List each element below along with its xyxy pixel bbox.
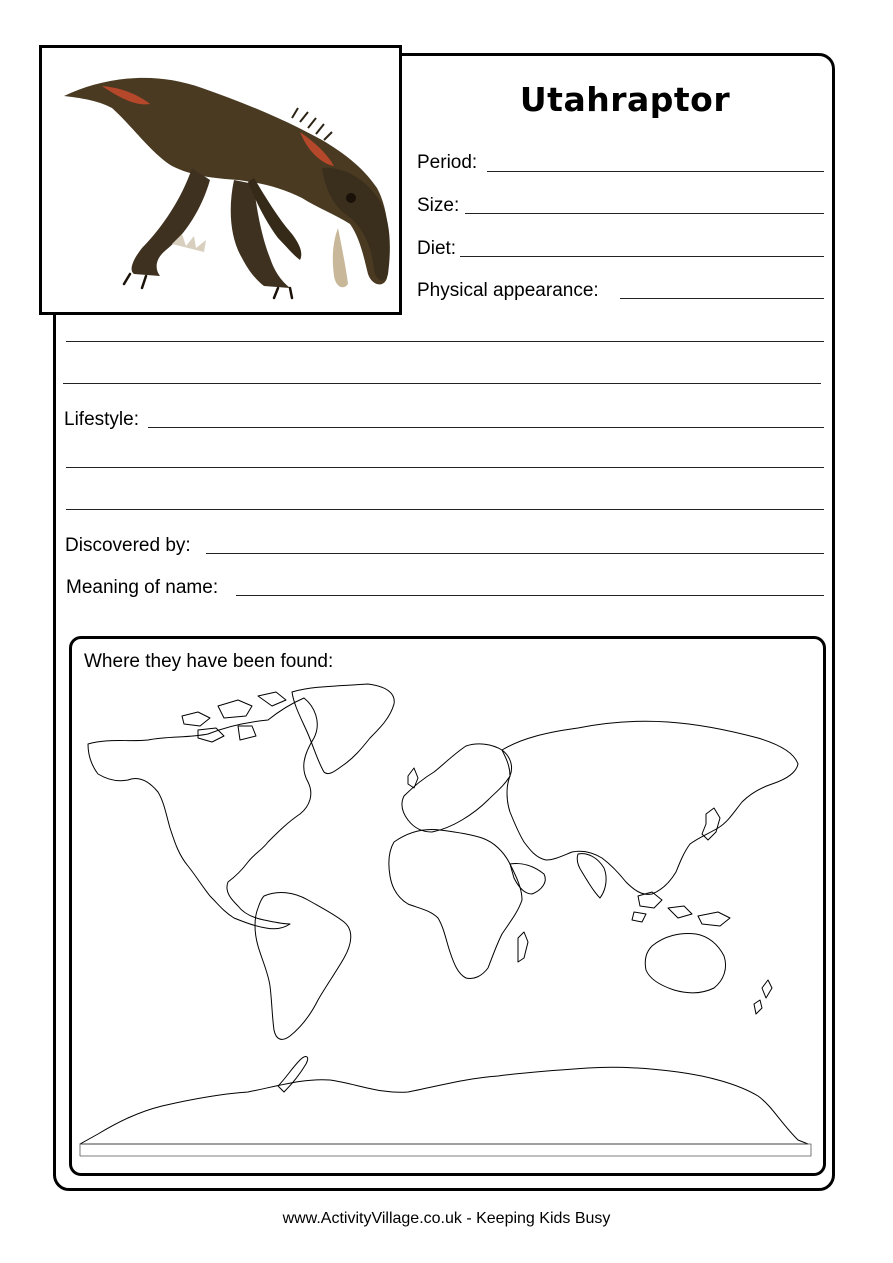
period-label: Period: — [417, 152, 478, 173]
lifestyle-label: Lifestyle: — [64, 409, 139, 430]
europe-outline — [402, 744, 512, 832]
diet-answer-line[interactable] — [460, 256, 824, 257]
meaning-answer-line[interactable] — [236, 595, 824, 596]
meaning-label: Meaning of name: — [66, 577, 219, 598]
discovered-answer-line[interactable] — [206, 553, 824, 554]
antarctica-outline — [80, 1067, 808, 1144]
africa-outline — [389, 830, 522, 979]
diet-label: Diet: — [417, 238, 457, 259]
greenland-outline — [292, 684, 394, 774]
period-answer-line[interactable] — [487, 171, 824, 172]
size-label: Size: — [417, 195, 460, 216]
south-america-outline — [255, 893, 351, 1040]
appearance-answer-line-3[interactable] — [63, 383, 821, 384]
discovered-label: Discovered by: — [65, 535, 191, 556]
asia-outline — [502, 721, 798, 894]
dinosaur-title: Utahraptor — [519, 80, 731, 119]
north-america-outline — [88, 698, 317, 929]
size-answer-line[interactable] — [465, 213, 824, 214]
dinosaur-picture — [39, 45, 402, 315]
world-map[interactable] — [78, 682, 814, 1160]
map-heading: Where they have been found: — [84, 651, 334, 672]
lifestyle-answer-line-3[interactable] — [66, 509, 824, 510]
appearance-answer-line-1[interactable] — [620, 298, 824, 299]
appearance-answer-line-2[interactable] — [66, 341, 824, 342]
lifestyle-answer-line-2[interactable] — [66, 467, 824, 468]
footer-credit: www.ActivityVillage.co.uk - Keeping Kids Busy — [282, 1210, 611, 1227]
lifestyle-answer-line-1[interactable] — [148, 427, 824, 428]
utahraptor-illustration — [42, 48, 399, 312]
australia-outline — [645, 934, 725, 993]
appearance-label: Physical appearance: — [417, 280, 599, 301]
